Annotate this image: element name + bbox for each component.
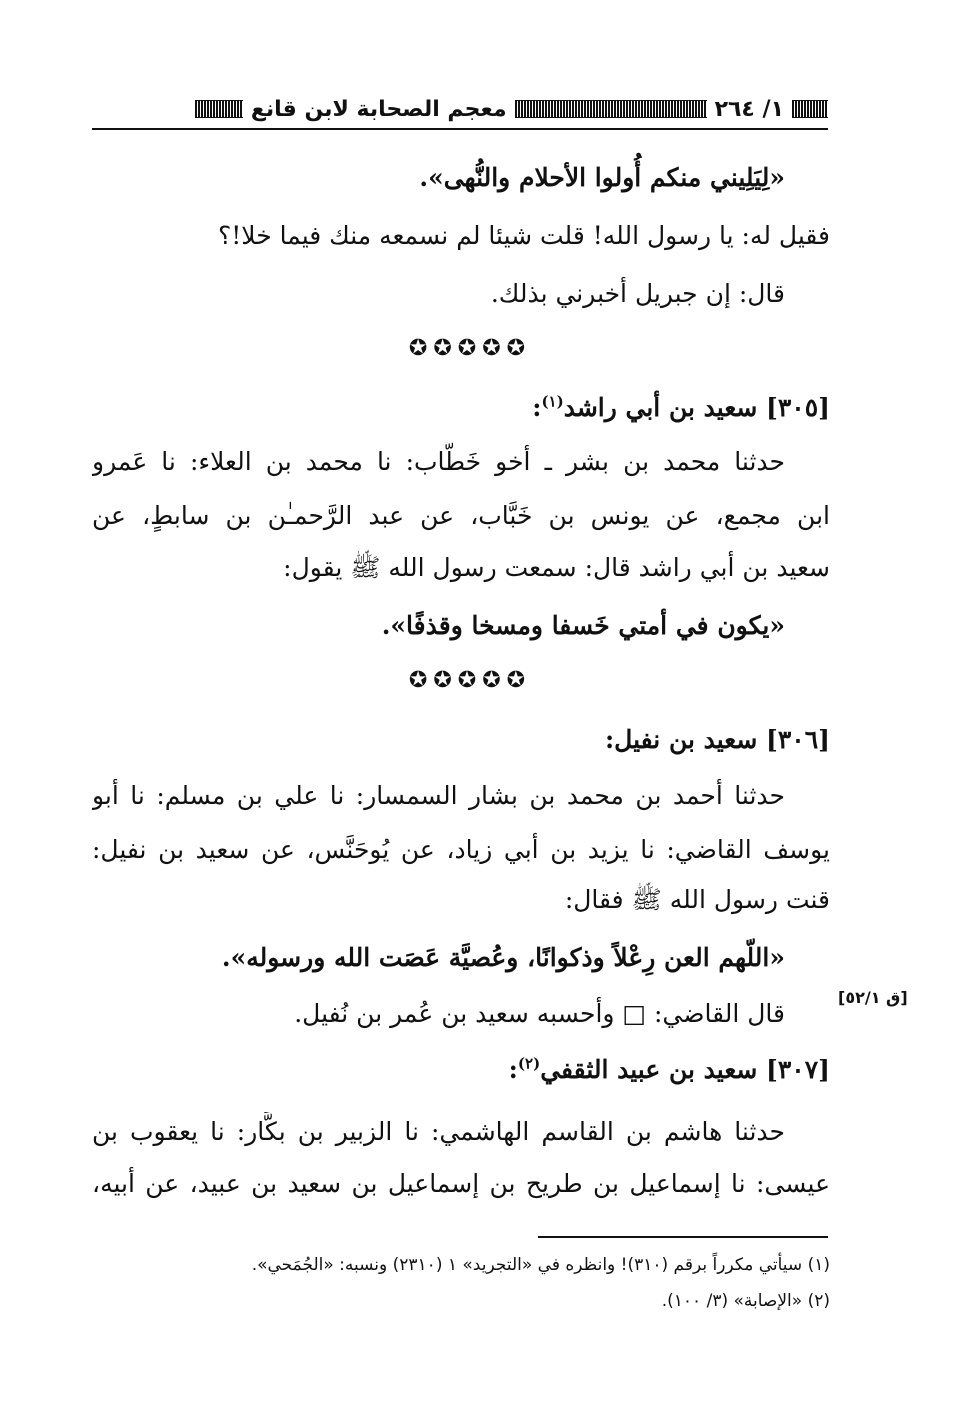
footnote-1: (١) سيأتي مكرراً برقم (٣١٠)! وانظره في «التجريد» ١ (٢٣١٠) ونسبه: «الجُمَحي». — [251, 1255, 830, 1275]
header-ornament-right — [792, 100, 828, 118]
body-line: حدثنا أحمد بن محمد بن بشار السمسار: نا علي بن مسلم: نا أبو — [92, 781, 785, 810]
hadith-text: «لِيَلِيني منكم أُولوا الأحلام والنُّهى». — [419, 163, 785, 192]
entry-heading-306: [٣٠٦] سعيد بن نفيل: — [604, 725, 830, 754]
header-ornament-middle — [515, 100, 707, 118]
hadith-text: «يكون في أمتي خَسفا ومسخا وقذفًا». — [381, 611, 785, 640]
section-separator: ✪✪✪✪✪ — [408, 668, 532, 693]
hadith-text: «اللّهم العن رِعْلاً وذكوانًا، وعُصيَّة عَصَت الله ورسوله». — [221, 943, 785, 972]
body-line: يوسف القاضي: نا يزيد بن أبي زياد، عن يُوحَنَّس، عن سعيد بن نفيل: — [92, 835, 830, 864]
header-rule — [92, 128, 828, 130]
entry-heading-text: [٣٠٧] سعيد بن عبيد الثقفي — [540, 1055, 830, 1084]
body-line: عيسى: نا إسماعيل بن طريح بن إسماعيل بن سعيد بن عبيد، عن أبيه، — [92, 1169, 830, 1198]
body-line: قنت رسول الله ﷺ فقال: — [564, 885, 830, 914]
body-line: حدثنا هاشم بن القاسم الهاشمي: نا الزبير بن بكَّار: نا يعقوب بن — [92, 1117, 785, 1146]
heading-colon: : — [532, 393, 542, 422]
heading-colon: : — [508, 1055, 518, 1084]
body-line: قال: إن جبريل أخبرني بذلك. — [490, 279, 785, 308]
body-line: ابن مجمع، عن يونس بن خَبَّاب، عن عبد الرَّحمـٰن بن سابطٍ، عن — [92, 501, 830, 530]
book-title: معجم الصحابة لابن قانع — [250, 96, 507, 122]
footnote-rule — [538, 1236, 828, 1238]
running-header — [92, 92, 828, 126]
body-line: قال القاضي: □ وأحسبه سعيد بن عُمر بن نُفيل. — [294, 999, 785, 1028]
footnote-2: (٢) «الإصابة» (٣/ ١٠٠). — [661, 1291, 830, 1311]
manuscript-folio-note: [ق ٥٢/١] — [838, 988, 908, 1007]
entry-heading-305 — [532, 388, 830, 428]
entry-heading-307 — [509, 1050, 830, 1090]
entry-heading-text: [٣٠٥] سعيد بن أبي راشد — [563, 393, 830, 422]
page-number: ١/ ٢٦٤ — [714, 96, 784, 122]
body-line: سعيد بن أبي راشد قال: سمعت رسول الله ﷺ يقول: — [283, 553, 830, 582]
header-ornament-left — [195, 100, 243, 118]
section-separator: ✪✪✪✪✪ — [408, 336, 532, 361]
body-line: فقيل له: يا رسول الله! قلت شيئا لم نسمعه منك فيما خلا!؟ — [217, 221, 830, 250]
footnote-marker: (٢) — [517, 1054, 541, 1073]
body-line: حدثنا محمد بن بشر ـ أخو خَطَّاب: نا محمد بن العلاء: نا عَمرو — [92, 447, 785, 476]
footnote-marker: (١) — [541, 392, 564, 411]
